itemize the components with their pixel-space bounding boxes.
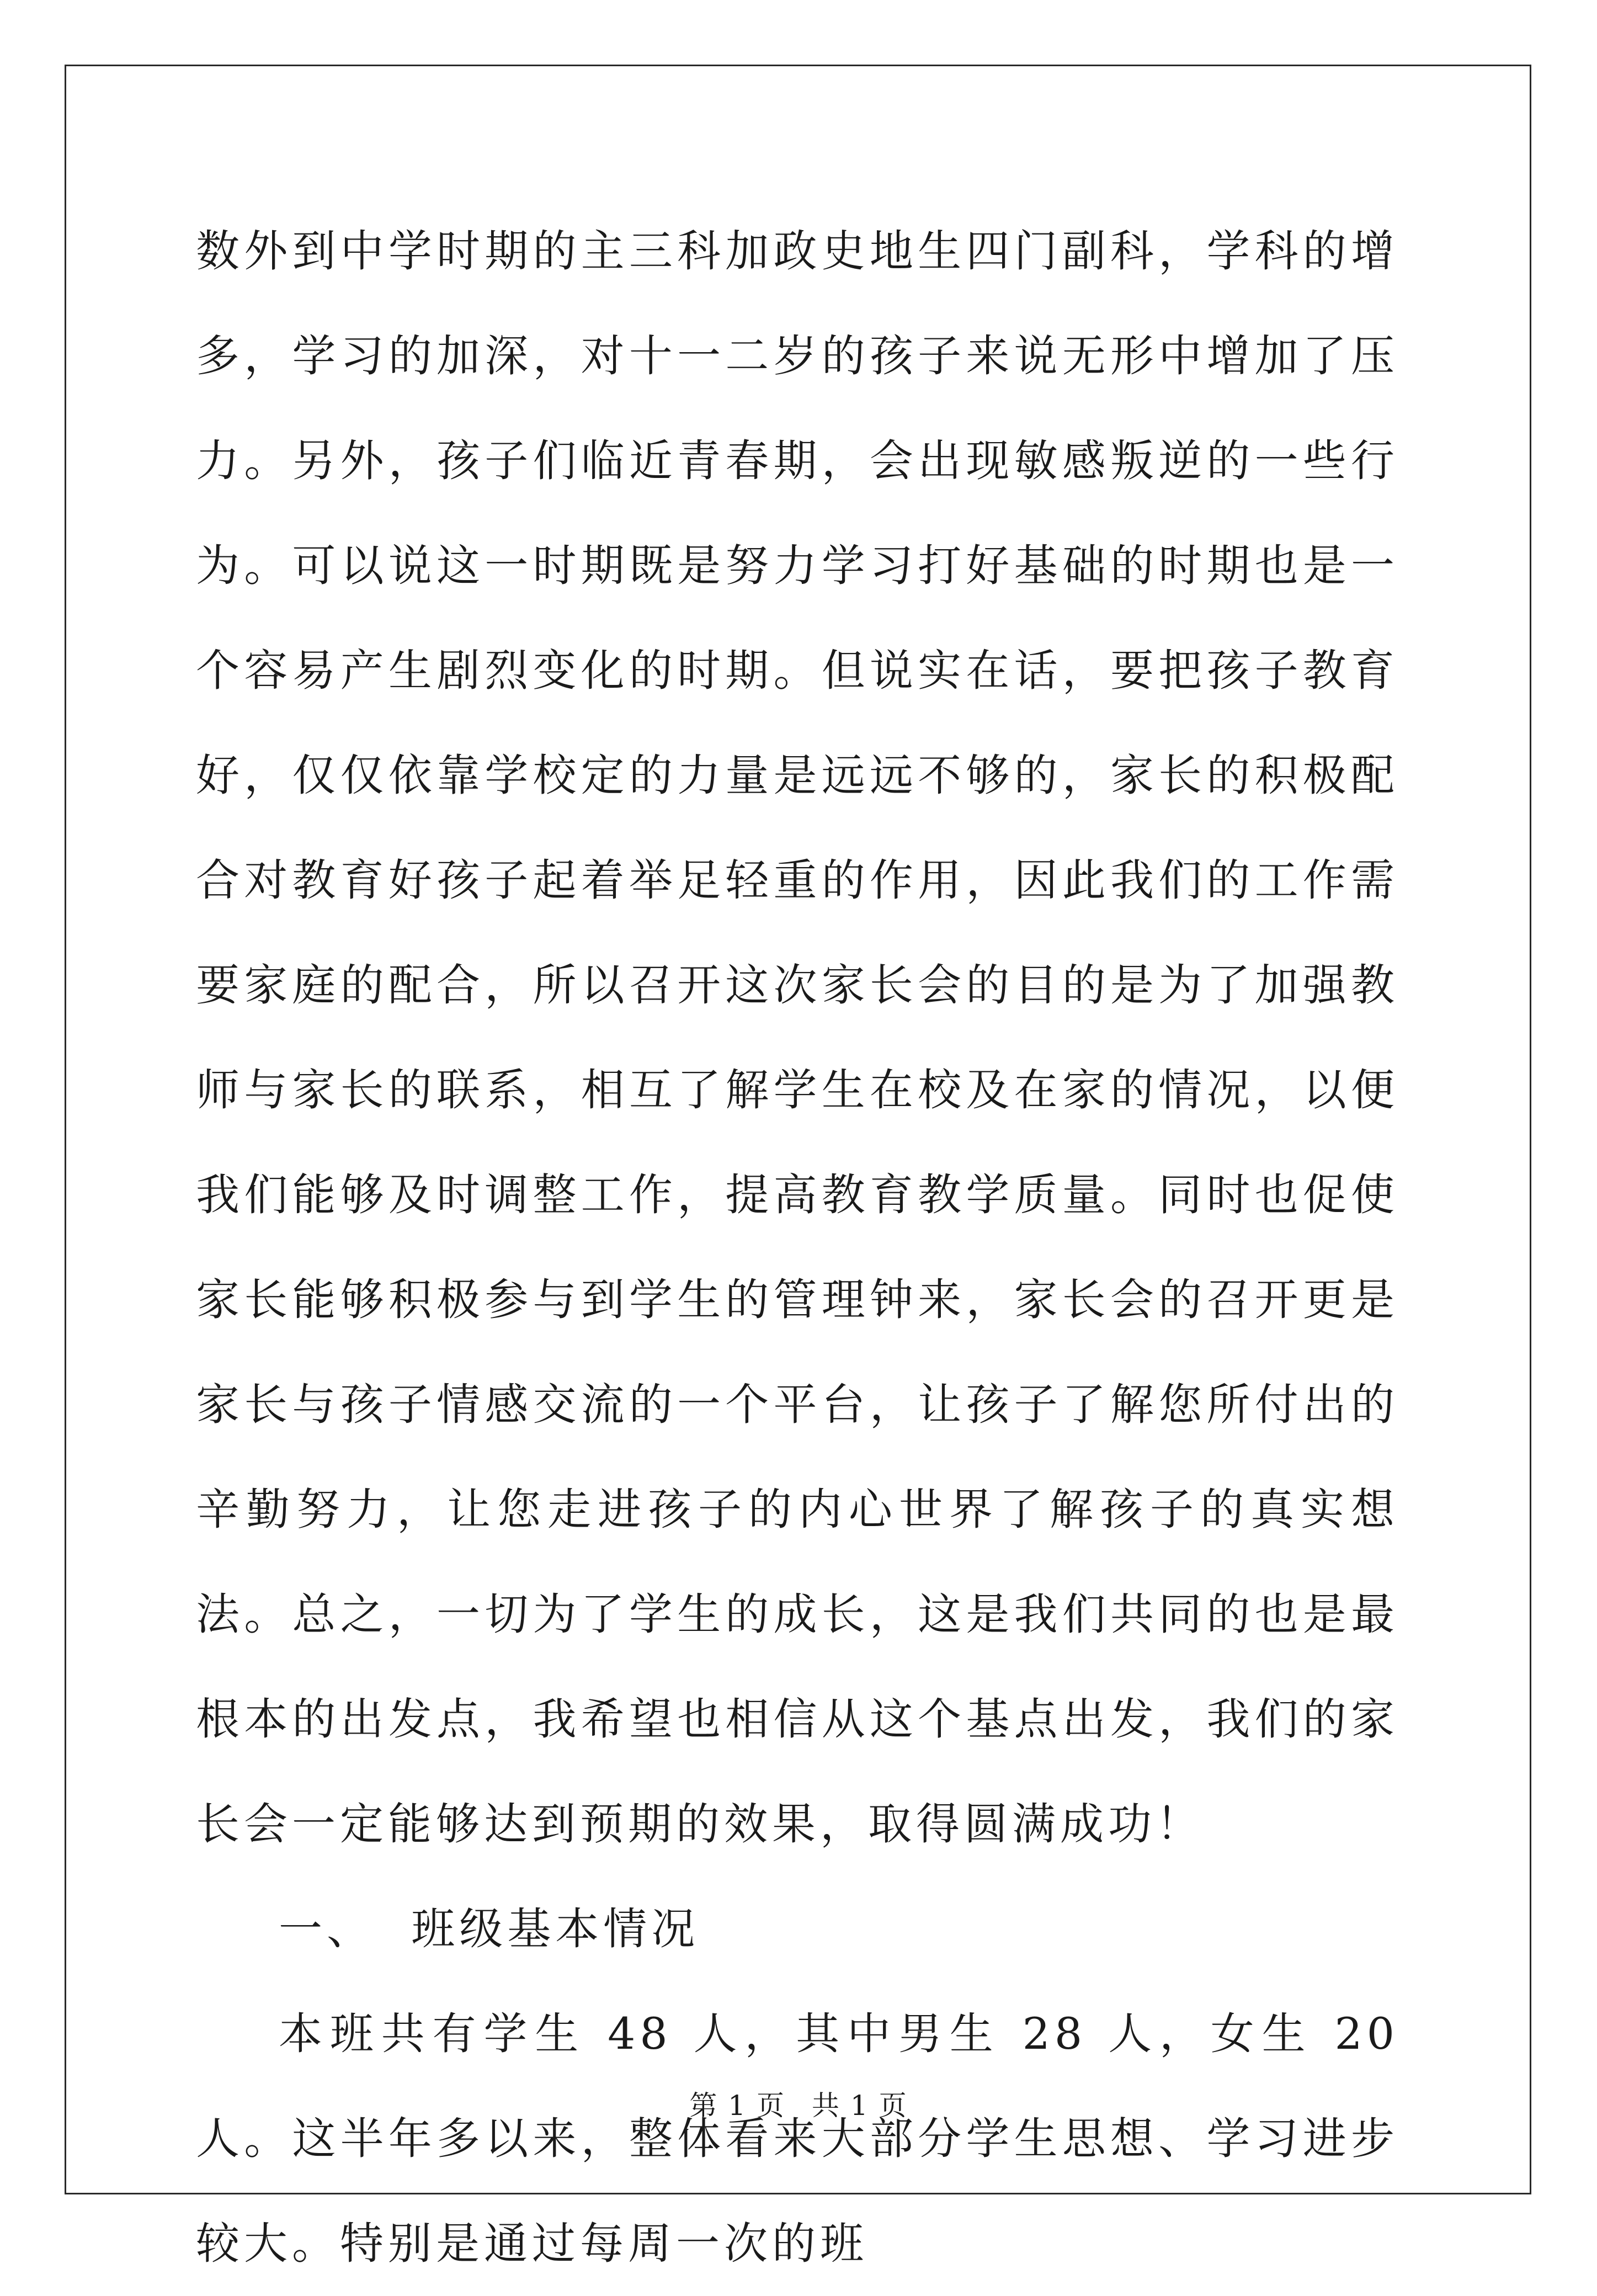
- page-number: 第 1 页: [689, 2090, 785, 2122]
- section-heading: 一、 班级基本情况: [279, 1904, 700, 1954]
- paragraph-continued: 数外到中学时期的主三科加政史地生四门副科，学科的增多，学习的加深，对十一二岁的孩子来说无形中增加了压力。另外，孩子们临近青春期，会出现敏感叛逆的一些行为。可以说这一时期既是努力学习打好基础的时期也是一个容易产生剧烈变化的时期。但说实在话，要把孩子教育好，仅仅依靠学校定的力量是远远不够的，家长的积极配合对教育好孩子起着举足轻重的作用，因此我们的工作需要家庭的配合，所以召开这次家长会的目的是为了加强教师与家长的联系，相互了解学生在校及在家的情况，以便我们能够及时调整工作，提高教育教学质量。同时也促使家长能够积极参与到学生的管理钟来，家长会的召开更是家长与孩子情感交流的一个平台，让孩子了解您所付出的辛勤努力，让您走进孩子的内心世界了解孩子的真实想法。总之，一切为了学生的成长，这是我们共同的也是最根本的出发点，我希望也相信从这个基点出发，我们的家长会一定能够达到预期的效果，取得圆满成功！: [196, 226, 1399, 1849]
- page-total: 共 1 页: [812, 2090, 908, 2122]
- paragraph-class-overview: 本班共有学生 48 人，其中男生 28 人，女生 20 人。这半年多以来，整体看来大部分学生思想、学习进步较大。特别是通过每周一次的班: [196, 2008, 1399, 2269]
- document-body: [196, 199, 1399, 2296]
- page-footer: [0, 2089, 1597, 2122]
